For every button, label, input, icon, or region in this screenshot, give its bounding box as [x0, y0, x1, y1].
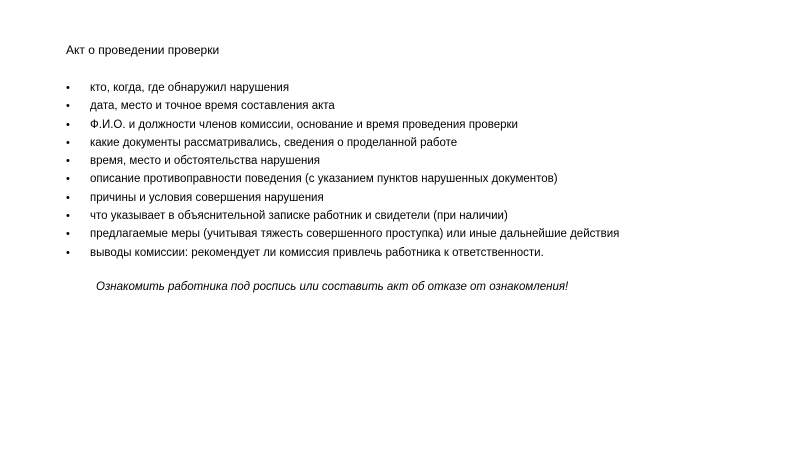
bullet-icon: • — [66, 228, 70, 241]
list-item — [66, 118, 619, 136]
list-item-text: дата, место и точное время составления акта — [90, 100, 335, 113]
list-item-text: кто, когда, где обнаружил нарушения — [90, 82, 290, 94]
list-item-text: предлагаемые меры (учитывая тяжесть совершенного проступка) или иные дальнейшие действия — [90, 228, 620, 241]
list-item — [66, 154, 619, 172]
page-title: Акт о проведении проверки — [66, 43, 220, 57]
list-item-text: какие документы рассматривались, сведения о проделанной работе — [90, 136, 458, 149]
list-item-text: Ф.И.О. и должности членов комиссии, основание и время проведения проверки — [90, 118, 518, 131]
list-item — [66, 81, 619, 99]
bullet-icon: • — [66, 82, 70, 94]
bullet-icon: • — [66, 210, 70, 223]
list-item-text: описание противоправности поведения (с указанием пунктов нарушенных документов) — [90, 173, 558, 186]
bullet-icon: • — [66, 155, 70, 168]
requirements-list — [66, 81, 619, 264]
list-item-text: выводы комиссии: рекомендует ли комиссия привлечь работника к ответственности. — [90, 246, 544, 259]
bullet-icon: • — [66, 136, 70, 149]
list-item — [66, 209, 619, 227]
list-item-text: причины и условия совершения нарушения — [90, 191, 324, 204]
list-item-text: время, место и обстоятельства нарушения — [90, 155, 321, 168]
list-item — [66, 99, 619, 117]
bullet-icon: • — [66, 173, 70, 186]
list-item — [66, 227, 619, 245]
list-item-text: что указывает в объяснительной записке работник и свидетели (при наличии) — [90, 210, 508, 223]
list-item — [66, 191, 619, 209]
closing-note: Ознакомить работника под роспись или составить акт об отказе от ознакомления! — [96, 281, 569, 293]
bullet-icon: • — [66, 100, 70, 113]
bullet-icon: • — [66, 118, 70, 131]
bullet-icon: • — [66, 246, 70, 259]
list-item — [66, 172, 619, 190]
list-item — [66, 246, 619, 264]
list-item — [66, 136, 619, 154]
bullet-icon: • — [66, 191, 70, 204]
